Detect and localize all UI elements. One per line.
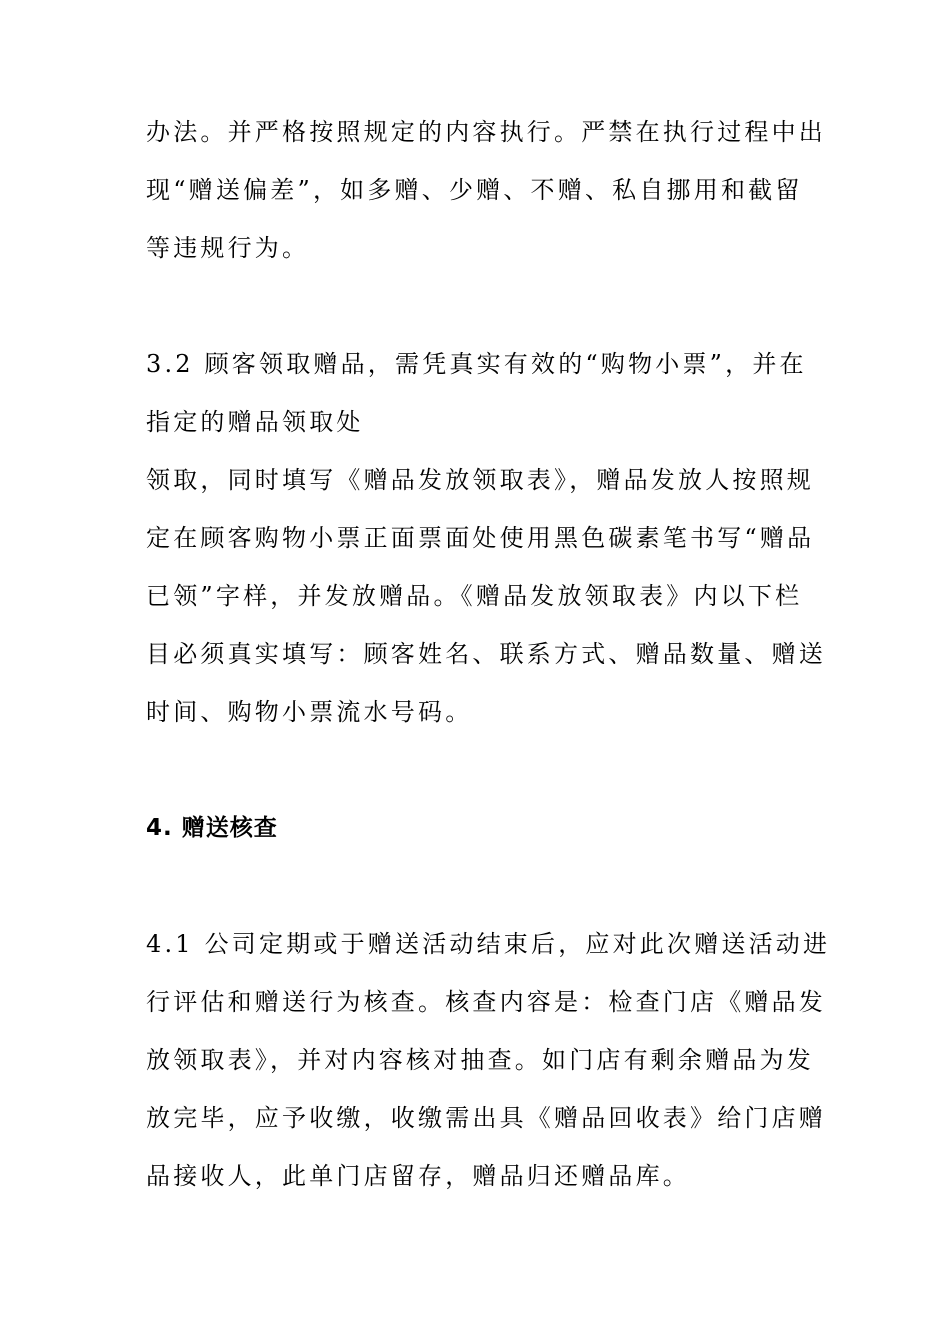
paragraph-4-1-line-5: 品接收人，此单门店留存，赠品归还赠品库。	[146, 1162, 690, 1190]
paragraph-4-1-line-4: 放完毕，应予收缴，收缴需出具《赠品回收表》给门店赠	[146, 1104, 826, 1132]
paragraph-3-2-line-1: 3.2 顾客领取赠品，需凭真实有效的“购物小票”，并在	[146, 350, 807, 378]
section-4-heading: 4. 赠送核查	[146, 815, 278, 841]
paragraph-1-line-1: 办法。并严格按照规定的内容执行。严禁在执行过程中出	[146, 118, 826, 146]
paragraph-4-1-line-1: 4.1 公司定期或于赠送活动结束后，应对此次赠送活动进	[146, 930, 831, 958]
paragraph-3-2-line-5: 已领”字样，并发放赠品。《赠品发放领取表》内以下栏	[146, 582, 803, 610]
paragraph-3-2-line-2: 指定的赠品领取处	[146, 408, 364, 436]
paragraph-3-2-line-7: 时间、购物小票流水号码。	[146, 698, 473, 726]
paragraph-4-1-line-3: 放领取表》，并对内容核对抽查。如门店有剩余赠品为发	[146, 1046, 814, 1074]
paragraph-3-2-line-4: 定在顾客购物小票正面票面处使用黑色碳素笔书写“赠品	[146, 524, 815, 552]
paragraph-1-line-3: 等违规行为。	[146, 234, 310, 262]
paragraph-1-line-2: 现“赠送偏差”，如多赠、少赠、不赠、私自挪用和截留	[146, 176, 803, 204]
paragraph-4-1-line-2: 行评估和赠送行为核查。核查内容是：检查门店《赠品发	[146, 988, 826, 1016]
paragraph-3-2-line-6: 目必须真实填写：顾客姓名、联系方式、赠品数量、赠送	[146, 640, 826, 668]
paragraph-3-2-line-3: 领取，同时填写《赠品发放领取表》，赠品发放人按照规	[146, 466, 814, 494]
